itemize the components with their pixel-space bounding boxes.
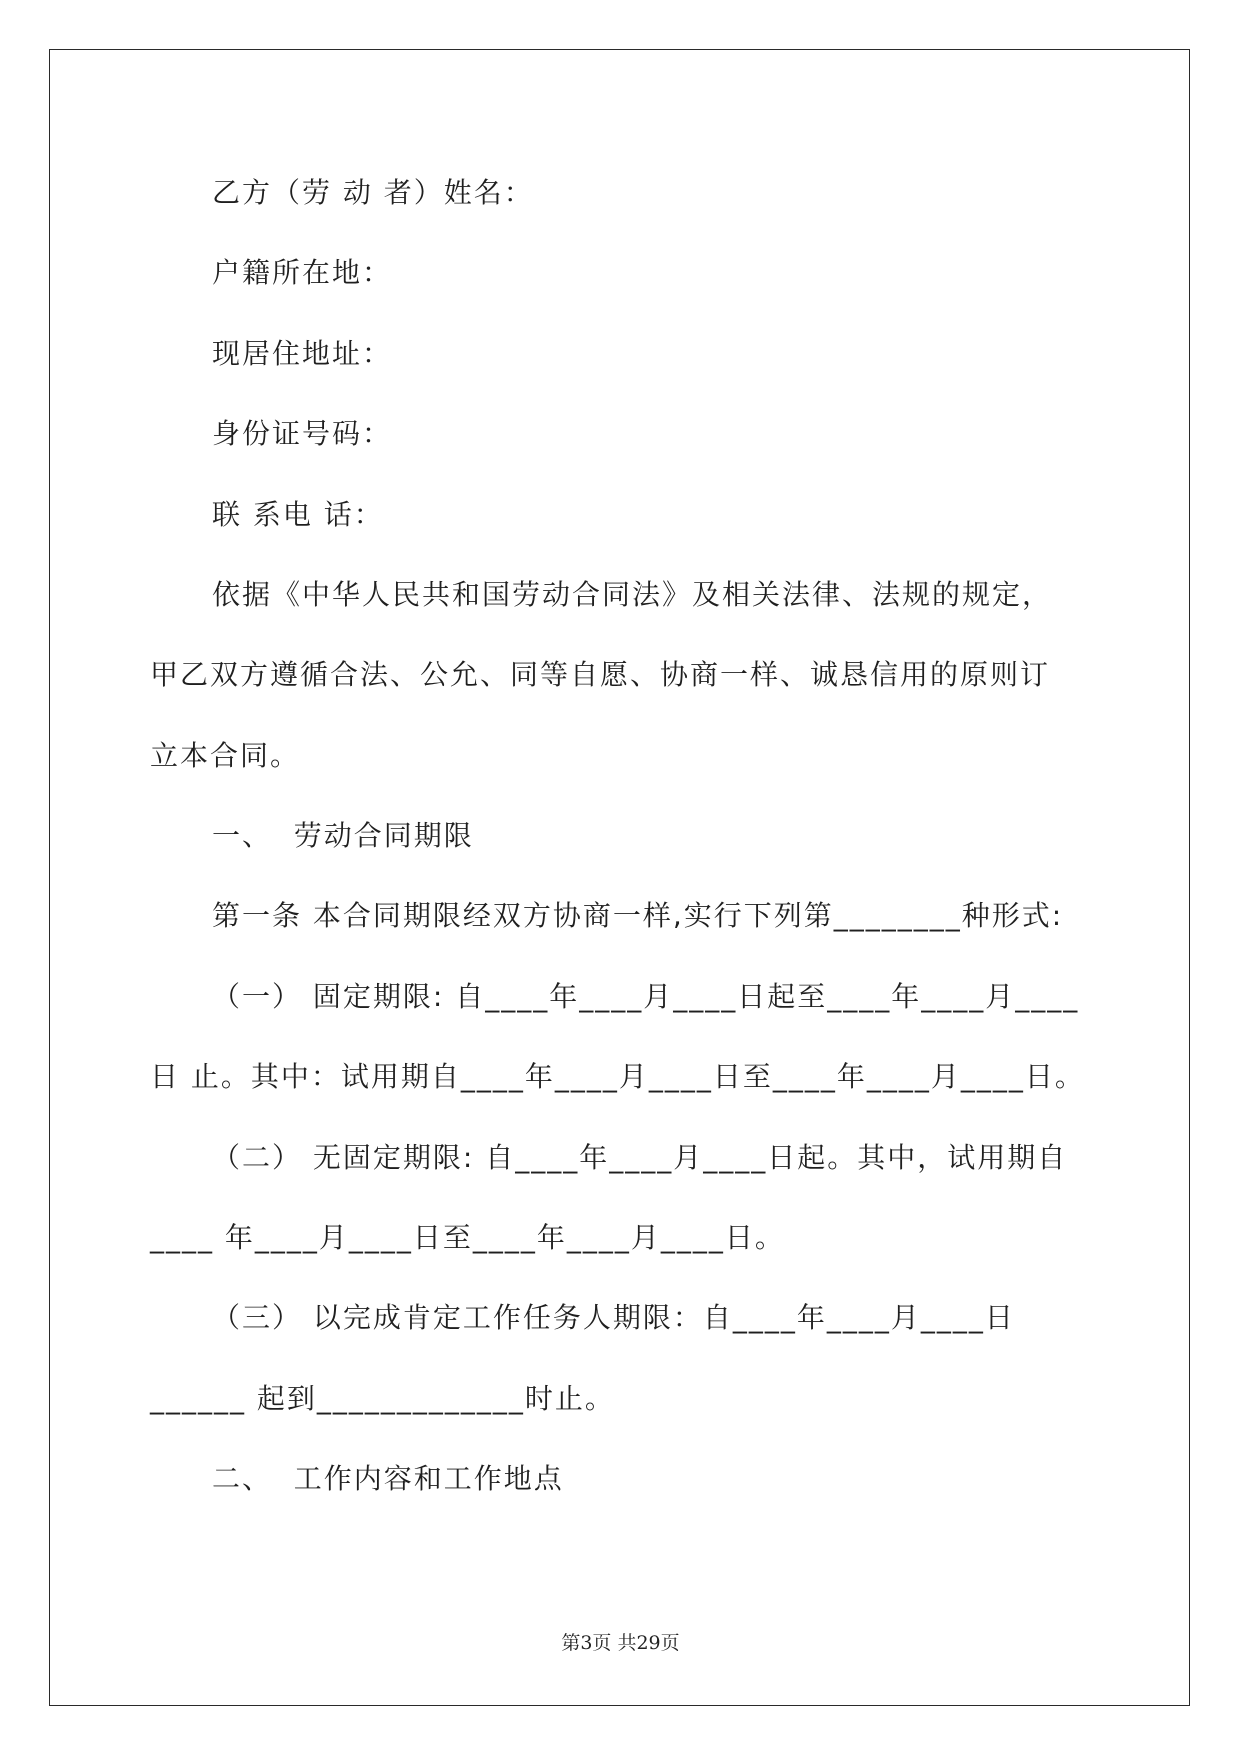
option-3-line-a: （三） 以完成肯定工作任务人期限：自____年____月____日 [212,1301,1015,1334]
article-1: 第一条 本合同期限经双方协商一样,实行下列第________种形式: [212,899,1064,932]
option-1-line-a: （一） 固定期限: 自____年____月____日起至____年____月____ [212,980,1080,1013]
option-2-line-b: ____ 年____月____日至____年____月____日。 [150,1221,785,1254]
page-border [49,49,1190,1706]
intro-line-1: 依据《中华人民共和国劳动合同法》及相关法律、法规的规定， [212,578,1053,611]
party-b-name-line: 乙方（劳 动 者）姓名： [212,176,534,209]
page-footer: 第3页 共29页 [561,1632,680,1654]
address-line: 现居住地址： [212,337,393,370]
intro-line-3: 立本合同。 [150,739,301,772]
hukou-line: 户籍所在地： [212,256,393,289]
section-1-heading: 一、 劳动合同期限 [212,819,474,852]
intro-line-2: 甲乙双方遵循合法、公允、同等自愿、协商一样、诚恳信用的原则订 [150,658,1051,691]
option-3-line-b: ______ 起到_____________时止。 [150,1382,615,1415]
id-number-line: 身份证号码： [212,417,393,450]
section-2-heading: 二、 工作内容和工作地点 [212,1462,564,1495]
phone-line: 联 系电 话： [212,498,384,531]
option-2-line-a: （二） 无固定期限: 自____年____月____日起。其中，试用期自 [212,1141,1068,1174]
option-1-line-b: 日 止。其中：试用期自____年____月____日至____年____月____日。 [150,1060,1085,1093]
